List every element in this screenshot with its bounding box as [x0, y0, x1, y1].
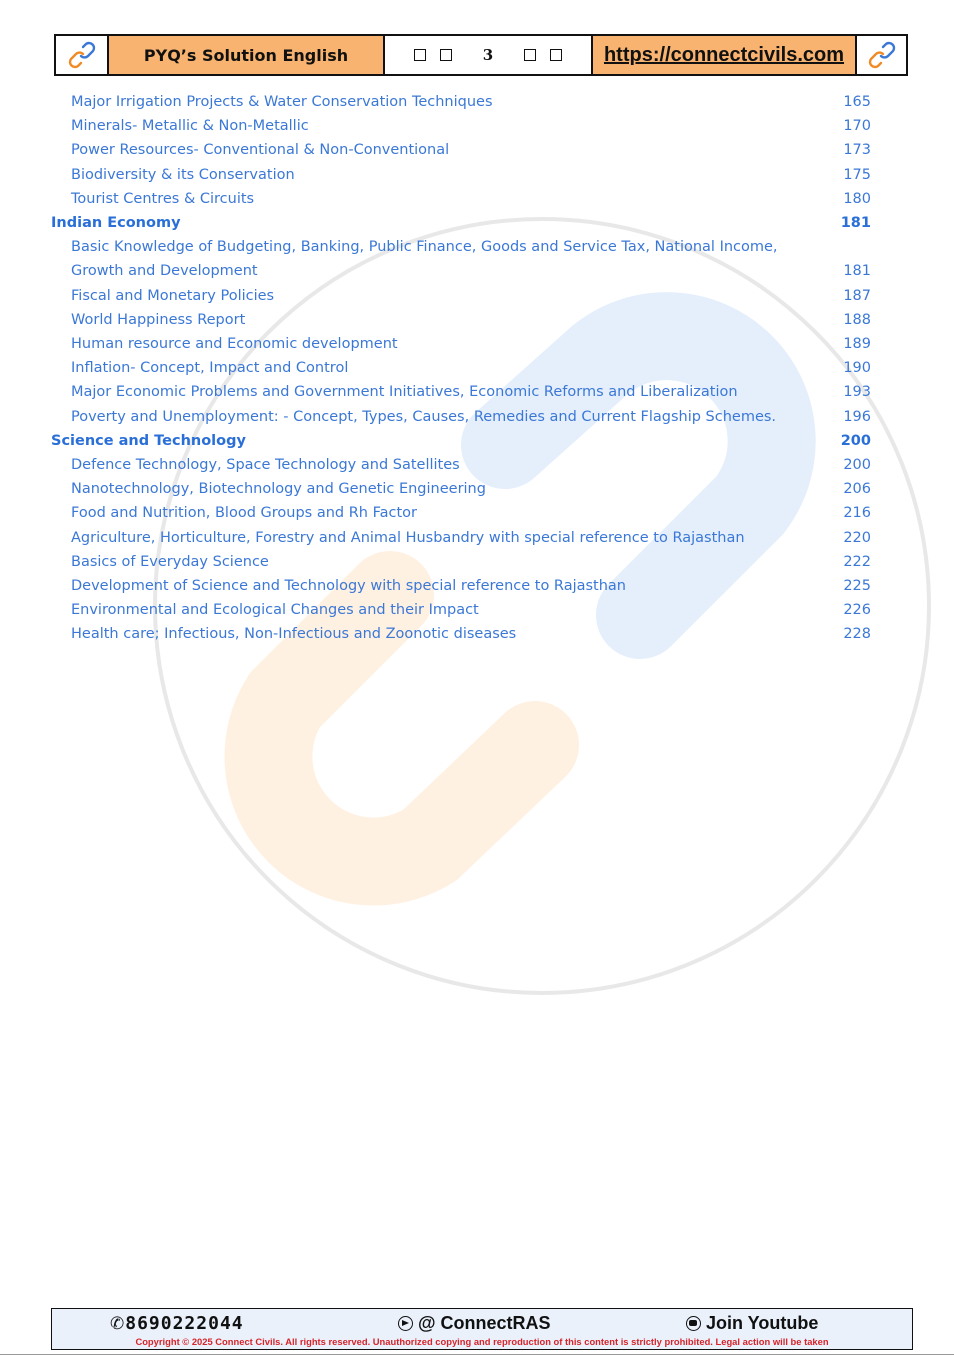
phone-number: 8690222044 [125, 1313, 244, 1334]
toc-entry[interactable] [71, 235, 871, 259]
toc-entry[interactable] [71, 501, 871, 525]
toc-page-number: 181 [840, 215, 871, 231]
square-glyph-icon [414, 49, 426, 61]
toc-page-number: 226 [843, 602, 871, 619]
telegram-icon [398, 1316, 413, 1331]
toc-entry-label: Science and Technology [51, 432, 246, 449]
toc-page-number: 216 [843, 505, 871, 522]
toc-page-number: 200 [840, 432, 871, 449]
toc-entry-label: Minerals- Metallic & Non-Metallic [71, 118, 309, 135]
square-glyph-icon [524, 49, 536, 61]
website-link[interactable]: https://connectcivils.com [593, 36, 857, 74]
toc-entry[interactable] [71, 187, 871, 211]
toc-entry[interactable] [71, 598, 871, 622]
toc-page-number: 200 [843, 457, 871, 473]
chain-link-icon [867, 40, 897, 70]
youtube-contact[interactable] [686, 1313, 818, 1334]
toc-entry-label: Agriculture, Horticulture, Forestry and Animal Husbandry with special reference to Rajasthan [71, 529, 745, 546]
toc-page-number: 165 [843, 94, 871, 110]
youtube-label: Join Youtube [706, 1313, 819, 1333]
toc-entry[interactable] [71, 526, 871, 550]
toc-entry[interactable] [71, 308, 871, 332]
toc-section-heading[interactable] [51, 429, 871, 453]
toc-entry[interactable] [71, 259, 871, 283]
chain-link-icon [67, 40, 97, 70]
toc-page-number: 180 [843, 190, 871, 207]
toc-page-number: 175 [843, 166, 871, 183]
toc-entry-label: Major Irrigation Projects & Water Conservation Techniques [71, 94, 493, 110]
toc-page-number: 225 [843, 578, 871, 594]
toc-section-heading[interactable] [51, 211, 871, 235]
toc-entry-label: Defence Technology, Space Technology and Satellites [71, 457, 460, 473]
toc-entry-label: Food and Nutrition, Blood Groups and Rh Factor [71, 505, 417, 522]
toc-page-number: 190 [843, 360, 871, 377]
toc-entry-label: Major Economic Problems and Government Initiatives, Economic Reforms and Liberalization [71, 384, 738, 401]
toc-entry[interactable] [71, 405, 871, 429]
youtube-icon [686, 1316, 701, 1331]
toc-entry-label: Fiscal and Monetary Policies [71, 287, 275, 304]
toc-entry[interactable] [71, 477, 871, 501]
toc-entry[interactable] [71, 356, 871, 380]
toc-entry[interactable] [71, 284, 871, 308]
toc-entry-label: Inflation- Concept, Impact and Control [71, 360, 349, 377]
phone-icon: ✆ [110, 1313, 126, 1334]
toc-entry-label: Basics of Everyday Science [71, 553, 269, 570]
toc-page-number: 220 [843, 529, 871, 546]
page-number-cell [385, 36, 593, 74]
document-title: PYQ’s Solution English [109, 36, 385, 74]
toc-entry[interactable] [71, 550, 871, 574]
toc-entry-label: Nanotechnology, Biotechnology and Genetic Engineering [71, 481, 486, 498]
page-header [54, 34, 908, 76]
toc-entry-label: Growth and Development [71, 263, 258, 280]
toc-page-number: 187 [843, 287, 871, 304]
toc-page-number: 206 [843, 481, 871, 498]
toc-page-number: 228 [843, 626, 871, 643]
toc-entry[interactable] [71, 453, 871, 477]
page-footer [51, 1308, 913, 1350]
toc-page-number: 222 [843, 553, 871, 570]
toc-entry-label: World Happiness Report [71, 311, 246, 328]
toc-entry[interactable] [71, 622, 871, 646]
telegram-handle: @ ConnectRAS [418, 1313, 551, 1333]
toc-page-number: 196 [843, 408, 871, 425]
toc-entry[interactable] [71, 90, 871, 114]
toc-entry-label: Health care; Infectious, Non-Infectious and Zoonotic diseases [71, 626, 517, 643]
toc-page-number: 181 [843, 263, 871, 280]
toc-entry-label: Tourist Centres & Circuits [71, 190, 255, 207]
toc-entry-label: Power Resources- Conventional & Non-Conventional [71, 142, 450, 159]
square-glyph-icon [550, 49, 562, 61]
toc-entry[interactable] [71, 574, 871, 598]
toc-entry[interactable] [71, 138, 871, 162]
toc-entry[interactable] [71, 114, 871, 138]
bottom-divider [0, 1354, 954, 1355]
square-glyph-icon [440, 49, 452, 61]
toc-page-number: 189 [843, 336, 871, 352]
toc-entry-label: Poverty and Unemployment: - Concept, Types, Causes, Remedies and Current Flagship Schemes. [71, 408, 777, 425]
phone-contact[interactable] [110, 1313, 244, 1334]
toc-entry[interactable] [71, 163, 871, 187]
toc-entry-label: Biodiversity & its Conservation [71, 166, 295, 183]
page-number: 3 [482, 46, 494, 64]
toc-entry-label: Basic Knowledge of Budgeting, Banking, Public Finance, Goods and Service Tax, National Income, [71, 239, 778, 256]
header-logo-right [857, 36, 906, 74]
toc-entry[interactable] [71, 380, 871, 404]
telegram-contact[interactable] [398, 1313, 551, 1334]
toc-page-number: 170 [843, 118, 871, 135]
toc-entry-label: Indian Economy [51, 215, 181, 231]
toc-entry[interactable] [71, 332, 871, 356]
toc-entry-label: Human resource and Economic development [71, 336, 398, 352]
toc-entry-label: Development of Science and Technology with special reference to Rajasthan [71, 578, 626, 594]
toc-page-number: 173 [843, 142, 871, 159]
header-logo-left [56, 36, 109, 74]
toc-page-number: 188 [843, 311, 871, 328]
toc-page-number: 193 [843, 384, 871, 401]
toc-entry-label: Environmental and Ecological Changes and their Impact [71, 602, 479, 619]
copyright-notice: Copyright © 2025 Connect Civils. All rights reserved. Unauthorized copying and reproduction of this content is strictly prohibited. Legal action will be taken [135, 1336, 829, 1347]
